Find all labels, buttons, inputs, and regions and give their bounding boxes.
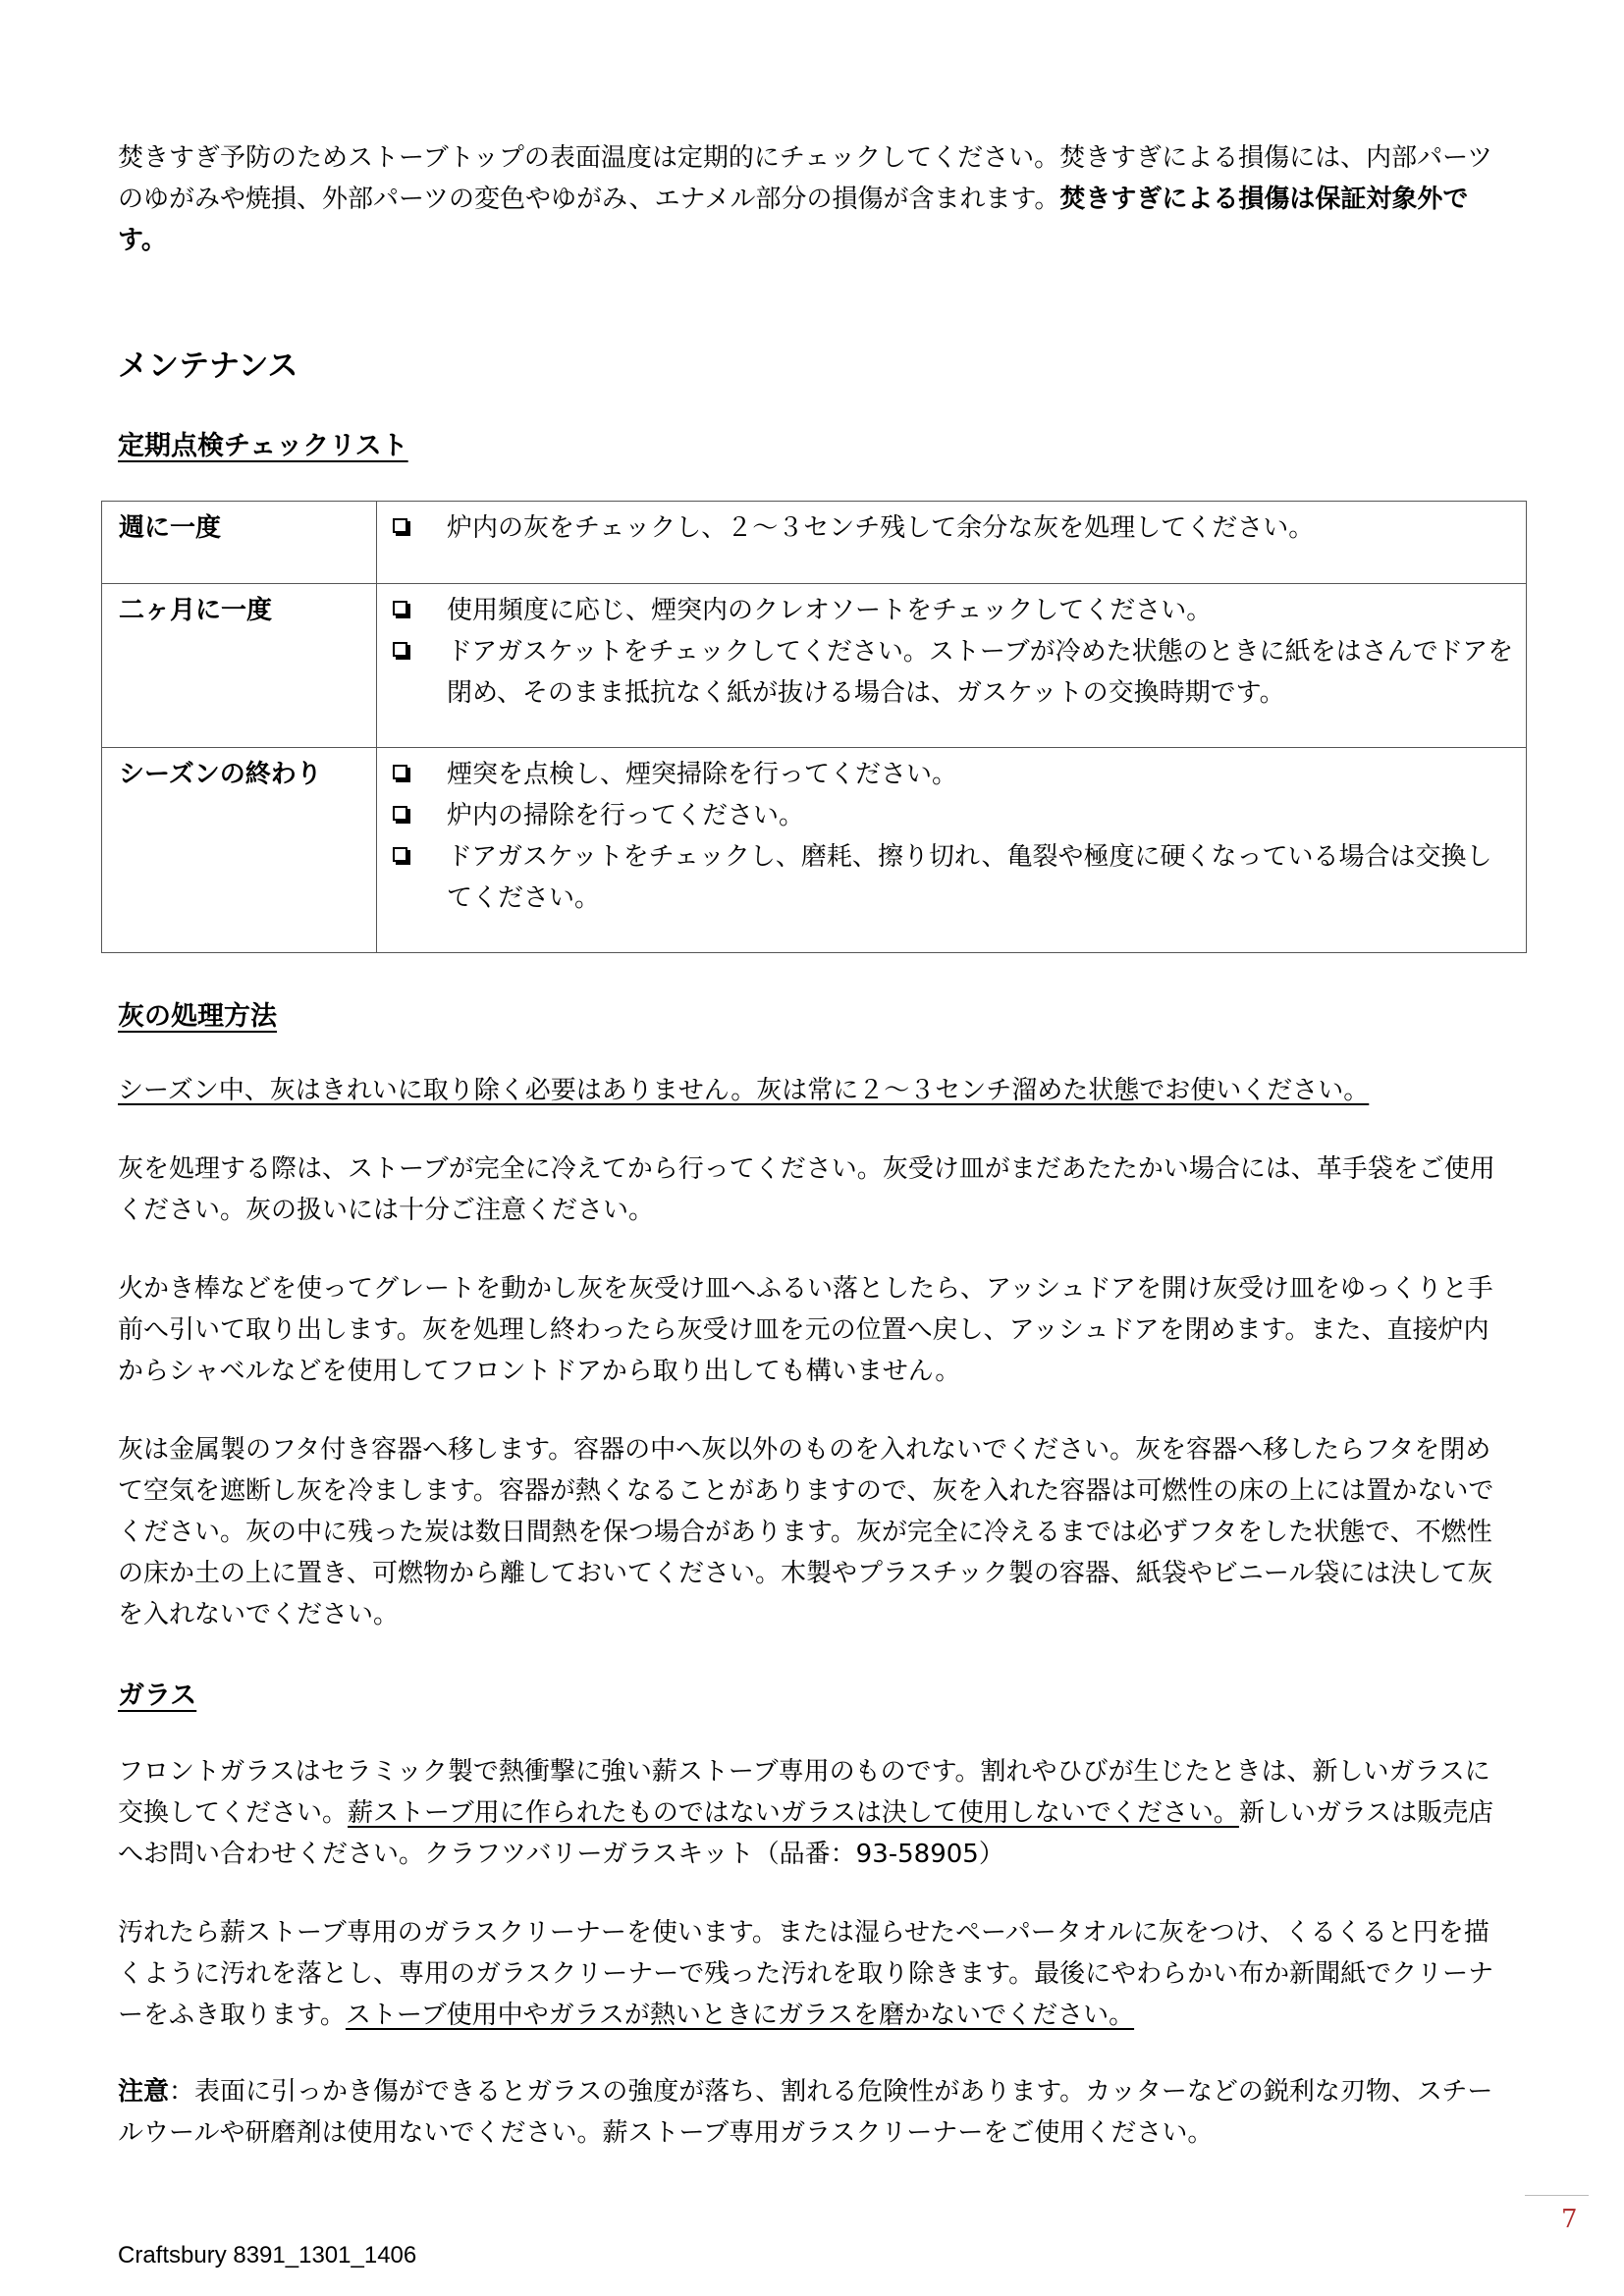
checklist-row-season-end: [102, 748, 1527, 953]
note-label: 注意: [118, 2077, 170, 2107]
row-label: 週に一度: [102, 502, 377, 584]
checkbox-icon: [393, 806, 407, 821]
checklist-item-text: 使用頻度に応じ、煙突内のクレオソートをチェックしてください。: [447, 596, 1213, 625]
note-text: ：表面に引っかき傷ができるとガラスの強度が落ち、割れる危険性があります。カッターなどの鋭利な刃物、スチールウールや研磨剤は使用ないでください。薪ストーブ専用ガラスクリーナーをご使用ください。: [118, 2077, 1493, 2148]
checkbox-icon: [393, 765, 407, 779]
checkbox-icon: [393, 642, 407, 657]
intro-paragraph: [118, 137, 1512, 261]
checkbox-icon: [393, 518, 407, 533]
glass-p1-warning: 薪ストーブ用に作られたものではないガラスは決して使用しないでください。: [348, 1798, 1239, 1828]
footer-model-code: Craftsbury 8391_1301_1406: [118, 2242, 417, 2269]
checklist-item: [391, 836, 1514, 919]
row-items: [377, 584, 1527, 748]
ash-paragraph-1: 灰を処理する際は、ストーブが完全に冷えてから行ってください。灰受け皿がまだあたたかい場合には、革手袋をご使用ください。灰の扱いには十分ご注意ください。: [118, 1154, 1495, 1225]
checklist-row-weekly: [102, 502, 1527, 584]
checklist-item-text: 炉内の灰をチェックし、２～３センチ残して余分な灰を処理してください。: [447, 513, 1315, 543]
row-items: [377, 502, 1527, 584]
checklist-table: [101, 501, 1527, 953]
page-number-rule: [1525, 2195, 1589, 2196]
ash-paragraph-3: 灰は金属製のフタ付き容器へ移します。容器の中へ灰以外のものを入れないでください。灰を容器へ移したらフタを閉めて空気を遮断し灰を冷まします。容器が熱くなることがありますので、灰を入れた容器は可燃性の床の上には置かないでください。灰の中に残った炭は数日間熱を保つ場合があります。灰が完全に冷えるまでは必ずフタをした状態で、不燃性の床か土の上に置き、可燃物から離しておいてください。木製やプラスチック製の容器、紙袋やビニール袋には決して灰を入れないでください。: [118, 1435, 1494, 1629]
page-number: 7: [1561, 2205, 1578, 2234]
checklist-item: [391, 754, 1514, 795]
checklist-item: [391, 795, 1514, 836]
row-label: シーズンの終わり: [102, 748, 377, 953]
intro-text: 焚きすぎ予防のためストーブトップの表面温度は定期的にチェックしてください。焚きすぎによる損傷には、内部パーツのゆがみや焼損、外部パーツの変色やゆがみ、エナメル部分の損傷が含まれます。: [118, 143, 1493, 214]
ash-paragraph-2: 火かき棒などを使ってグレートを動かし灰を灰受け皿へふるい落としたら、アッシュドアを開け灰受け皿をゆっくりと手前へ引いて取り出します。灰を処理し終わったら灰受け皿を元の位置へ戻し、アッシュドアを閉めます。また、直接炉内からシャベルなどを使用してフロントドアから取り出しても構いません。: [118, 1274, 1493, 1386]
glass-p2-warning: ストーブ使用中やガラスが熱いときにガラスを磨かないでください。: [345, 2001, 1135, 2030]
checkbox-icon: [393, 601, 407, 615]
glass-paragraph-2: [118, 1912, 1512, 2036]
glass-p1-kit: 新しいガラスは販売店へお問い合わせください。クラフツバリーガラスキット（品番：93-58905）: [118, 1798, 1494, 1869]
maintenance-heading: メンテナンス: [118, 348, 298, 384]
glass-p1-text: フロントガラスはセラミック製で熱衝撃に強い薪ストーブ専用のものです。割れやひびが生じたときは、新しいガラスに交換してください。: [118, 1757, 1490, 1828]
glass-note: [118, 2071, 1512, 2154]
checklist-item-text: ドアガスケットをチェックし、磨耗、擦り切れ、亀裂や極度に硬くなっている場合は交換してください。: [447, 842, 1492, 913]
checklist-item: [391, 590, 1514, 631]
glass-paragraph-1: [118, 1751, 1512, 1875]
checklist-item-text: ドアガスケットをチェックしてください。ストーブが冷めた状態のときに紙をはさんでドアを閉め、そのまま抵抗なく紙が抜ける場合は、ガスケットの交換時期です。: [447, 637, 1514, 708]
checklist-item-text: 炉内の掃除を行ってください。: [447, 801, 805, 830]
glass-p2-text: 汚れたら薪ストーブ専用のガラスクリーナーを使います。または湿らせたペーパータオルに灰をつけ、くるくると円を描くように汚れを落とし、専用のガラスクリーナーで残った汚れを取り除きます。最後にやわらかい布か新聞紙でクリーナーをふき取ります。: [118, 1918, 1494, 2030]
checklist-heading: 定期点検チェックリスト: [118, 431, 408, 461]
checklist-item: [391, 631, 1514, 714]
checklist-item-text: 煙突を点検し、煙突掃除を行ってください。: [447, 760, 958, 789]
checkbox-icon: [393, 847, 407, 862]
glass-heading: ガラス: [118, 1681, 197, 1711]
row-items: [377, 748, 1527, 953]
ash-underlined-note: シーズン中、灰はきれいに取り除く必要はありません。灰は常に２～３センチ溜めた状態でお使いください。: [118, 1076, 1370, 1105]
intro-warranty-note: 焚きすぎによる損傷は保証対象外です。: [118, 185, 1469, 255]
ash-heading: 灰の処理方法: [118, 1001, 277, 1032]
row-label: 二ヶ月に一度: [102, 584, 377, 748]
checklist-item: [391, 507, 1514, 549]
checklist-row-bimonthly: [102, 584, 1527, 748]
